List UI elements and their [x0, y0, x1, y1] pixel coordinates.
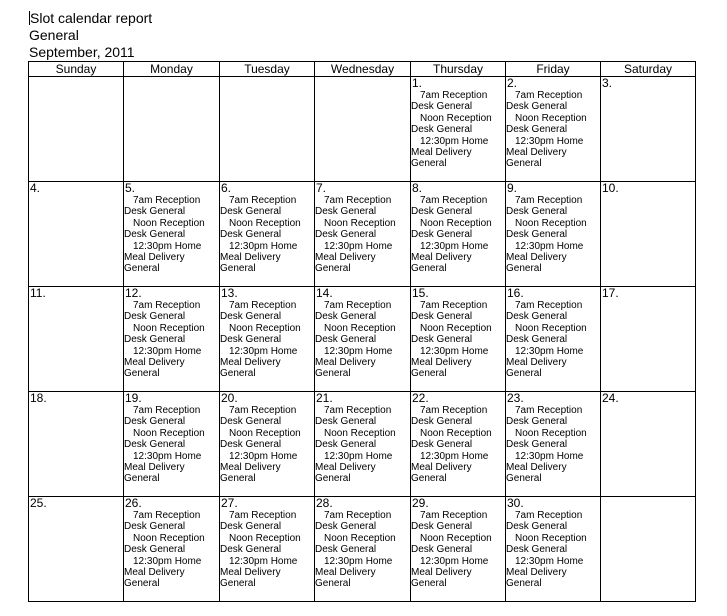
- day-number: 21.: [316, 391, 333, 405]
- day-number: 15.: [412, 286, 429, 300]
- day-number: 9.: [507, 181, 518, 195]
- slot-line: General: [220, 368, 256, 380]
- calendar-day-cell: [315, 497, 411, 602]
- slot-line: Noon Reception: [133, 217, 205, 229]
- slot-line: Meal Delivery: [124, 357, 185, 369]
- calendar-day-cell: [29, 182, 124, 287]
- slot-line: General: [411, 473, 447, 485]
- slot-line: Meal Delivery: [506, 567, 567, 579]
- calendar-day-cell: [601, 287, 696, 392]
- slot-line: 7am Reception: [515, 195, 583, 206]
- slot-line: 7am Reception: [420, 510, 488, 521]
- slot-line: Desk General: [124, 206, 186, 218]
- calendar-day-cell: [29, 392, 124, 497]
- slot-line: 12:30pm Home: [515, 240, 584, 252]
- slot-line: General: [124, 263, 160, 275]
- slot-line: Noon Reception: [229, 322, 301, 334]
- slot-line: 12:30pm Home: [515, 555, 584, 567]
- day-number: 13.: [221, 286, 238, 300]
- slot-line: Desk General: [506, 229, 568, 241]
- slot-line: Meal Delivery: [315, 462, 376, 474]
- calendar-day-cell: [220, 287, 315, 392]
- weekday-saturday: Saturday: [601, 62, 696, 77]
- slot-line: Desk General: [124, 311, 186, 323]
- slot-line: General: [315, 473, 351, 485]
- slot-line: Noon Reception: [133, 532, 205, 544]
- slot-line: Noon Reception: [324, 427, 396, 439]
- calendar-day-cell: [411, 287, 506, 392]
- slot-line: Desk General: [506, 544, 568, 556]
- slot-line: Meal Delivery: [411, 567, 472, 579]
- calendar-day-cell: [124, 77, 220, 182]
- calendar-day-cell: [411, 77, 506, 182]
- slot-line: Meal Delivery: [506, 147, 567, 159]
- slot-line: Desk General: [411, 544, 473, 556]
- slot-line: Noon Reception: [324, 532, 396, 544]
- slot-line: 7am Reception: [515, 405, 583, 416]
- slot-line: 12:30pm Home: [324, 555, 393, 567]
- slot-line: Desk General: [411, 311, 473, 323]
- slot-line: Desk General: [506, 416, 568, 428]
- calendar-day-cell: [601, 77, 696, 182]
- calendar-day-cell: [29, 287, 124, 392]
- slot-line: 12:30pm Home: [324, 345, 393, 357]
- calendar-day-cell: [506, 77, 601, 182]
- report-header: [29, 10, 152, 61]
- slot-line: 12:30pm Home: [229, 240, 298, 252]
- calendar-day-cell: [315, 392, 411, 497]
- day-number: 2.: [507, 76, 518, 90]
- calendar-day-cell: [124, 497, 220, 602]
- calendar-day-cell: [315, 182, 411, 287]
- slot-line: Desk General: [506, 124, 568, 136]
- weekday-thursday: Thursday: [411, 62, 506, 77]
- slot-line: General: [506, 368, 542, 380]
- day-number: 28.: [316, 496, 333, 510]
- calendar-day-cell: [411, 392, 506, 497]
- slot-line: 7am Reception: [420, 195, 488, 206]
- slot-line: Desk General: [220, 311, 282, 323]
- day-number: 4.: [30, 181, 41, 195]
- report-month: September, 2011: [29, 44, 135, 60]
- calendar-day-cell: [506, 287, 601, 392]
- slot-line: Desk General: [124, 439, 186, 451]
- day-number: 16.: [507, 286, 524, 300]
- slot-line: General: [411, 263, 447, 275]
- slot-line: Desk General: [411, 439, 473, 451]
- calendar-day-cell: [315, 77, 411, 182]
- slot-line: 7am Reception: [133, 510, 201, 521]
- slot-line: 7am Reception: [420, 90, 488, 101]
- slot-line: Noon Reception: [420, 112, 492, 124]
- slot-line: Meal Delivery: [506, 462, 567, 474]
- calendar-day-cell: [601, 497, 696, 602]
- slot-line: 7am Reception: [324, 510, 392, 521]
- slot-line: Desk General: [411, 206, 473, 218]
- calendar-day-cell: [29, 77, 124, 182]
- slot-line: Meal Delivery: [315, 357, 376, 369]
- slot-line: 7am Reception: [324, 300, 392, 311]
- calendar-day-cell: [220, 77, 315, 182]
- slot-line: Desk General: [506, 206, 568, 218]
- calendar-day-cell: [124, 182, 220, 287]
- slot-line: 12:30pm Home: [515, 345, 584, 357]
- slot-line: Desk General: [220, 334, 282, 346]
- calendar-day-cell: [506, 497, 601, 602]
- slot-line: Noon Reception: [229, 217, 301, 229]
- slot-line: Desk General: [506, 521, 568, 533]
- slot-line: 7am Reception: [229, 405, 297, 416]
- slot-line: Desk General: [124, 544, 186, 556]
- slot-line: General: [506, 263, 542, 275]
- slot-line: Desk General: [411, 521, 473, 533]
- calendar-body: [29, 77, 696, 602]
- slot-line: General: [124, 368, 160, 380]
- slot-line: Desk General: [124, 334, 186, 346]
- weekday-tuesday: Tuesday: [220, 62, 315, 77]
- weekday-sunday: Sunday: [29, 62, 124, 77]
- calendar-grid: [28, 61, 696, 602]
- weekday-friday: Friday: [506, 62, 601, 77]
- slot-line: Desk General: [124, 416, 186, 428]
- slot-line: Desk General: [220, 439, 282, 451]
- slot-line: General: [220, 578, 256, 590]
- slot-line: Meal Delivery: [220, 462, 281, 474]
- slot-line: Meal Delivery: [411, 357, 472, 369]
- slot-line: 7am Reception: [324, 405, 392, 416]
- report-group: General: [29, 27, 79, 43]
- calendar-day-cell: [601, 392, 696, 497]
- slot-line: 7am Reception: [515, 90, 583, 101]
- calendar-week-row: [29, 182, 696, 287]
- slot-line: General: [506, 578, 542, 590]
- slot-line: General: [411, 368, 447, 380]
- slot-line: Meal Delivery: [411, 462, 472, 474]
- slot-line: Desk General: [315, 229, 377, 241]
- calendar-week-row: [29, 287, 696, 392]
- day-number: 8.: [412, 181, 423, 195]
- day-number: 6.: [221, 181, 232, 195]
- slot-line: Noon Reception: [324, 322, 396, 334]
- slot-line: Meal Delivery: [220, 567, 281, 579]
- slot-line: 7am Reception: [133, 405, 201, 416]
- slot-line: Desk General: [506, 101, 568, 113]
- slot-line: Noon Reception: [420, 217, 492, 229]
- slot-line: General: [220, 473, 256, 485]
- slot-line: Noon Reception: [515, 112, 587, 124]
- slot-line: 12:30pm Home: [133, 555, 202, 567]
- weekday-wednesday: Wednesday: [315, 62, 411, 77]
- slot-line: Desk General: [220, 206, 282, 218]
- slot-line: 12:30pm Home: [324, 450, 393, 462]
- slot-line: Noon Reception: [229, 427, 301, 439]
- day-number: 26.: [125, 496, 142, 510]
- day-number: 14.: [316, 286, 333, 300]
- slot-line: Meal Delivery: [124, 567, 185, 579]
- day-number: 23.: [507, 391, 524, 405]
- slot-line: Desk General: [411, 101, 473, 113]
- slot-line: 12:30pm Home: [420, 450, 489, 462]
- calendar-day-cell: [29, 497, 124, 602]
- day-number: 5.: [125, 181, 136, 195]
- calendar-day-cell: [601, 182, 696, 287]
- slot-line: Desk General: [124, 229, 186, 241]
- day-number: 27.: [221, 496, 238, 510]
- slot-line: General: [124, 578, 160, 590]
- slot-line: Meal Delivery: [220, 252, 281, 264]
- slot-line: Meal Delivery: [411, 252, 472, 264]
- slot-line: 12:30pm Home: [229, 450, 298, 462]
- slot-line: Noon Reception: [515, 427, 587, 439]
- slot-line: Desk General: [506, 334, 568, 346]
- calendar-day-cell: [411, 497, 506, 602]
- slot-line: 7am Reception: [133, 195, 201, 206]
- slot-line: Desk General: [315, 206, 377, 218]
- slot-line: 12:30pm Home: [133, 240, 202, 252]
- slot-line: 12:30pm Home: [324, 240, 393, 252]
- slot-line: General: [411, 578, 447, 590]
- slot-line: Meal Delivery: [315, 567, 376, 579]
- slot-line: Desk General: [315, 521, 377, 533]
- slot-line: Desk General: [220, 229, 282, 241]
- calendar-day-cell: [220, 392, 315, 497]
- report-title-text: Slot calendar report: [30, 10, 153, 26]
- slot-line: Meal Delivery: [124, 462, 185, 474]
- slot-line: 12:30pm Home: [133, 345, 202, 357]
- slot-line: 7am Reception: [515, 510, 583, 521]
- day-number: 18.: [30, 391, 47, 405]
- slot-line: 12:30pm Home: [515, 135, 584, 147]
- slot-line: Desk General: [220, 544, 282, 556]
- slot-line: 12:30pm Home: [515, 450, 584, 462]
- slot-line: 7am Reception: [420, 300, 488, 311]
- slot-line: General: [315, 578, 351, 590]
- calendar-day-cell: [220, 497, 315, 602]
- slot-line: Desk General: [220, 521, 282, 533]
- slot-line: Desk General: [411, 124, 473, 136]
- day-number: 24.: [602, 391, 619, 405]
- slot-line: General: [315, 368, 351, 380]
- day-number: 7.: [316, 181, 327, 195]
- slot-line: 12:30pm Home: [420, 345, 489, 357]
- calendar-day-cell: [506, 392, 601, 497]
- slot-line: 12:30pm Home: [420, 135, 489, 147]
- day-number: 3.: [602, 76, 613, 90]
- slot-line: Desk General: [220, 416, 282, 428]
- slot-line: Desk General: [411, 229, 473, 241]
- slot-line: Desk General: [315, 334, 377, 346]
- slot-line: 7am Reception: [420, 405, 488, 416]
- slot-line: Desk General: [124, 521, 186, 533]
- day-number: 20.: [221, 391, 238, 405]
- slot-line: 7am Reception: [229, 300, 297, 311]
- slot-line: General: [506, 473, 542, 485]
- calendar-day-cell: [315, 287, 411, 392]
- slot-line: Desk General: [315, 416, 377, 428]
- slot-line: 12:30pm Home: [420, 555, 489, 567]
- slot-line: Noon Reception: [324, 217, 396, 229]
- slot-line: Desk General: [315, 544, 377, 556]
- calendar-week-row: [29, 497, 696, 602]
- slot-line: Noon Reception: [515, 217, 587, 229]
- calendar-week-row: [29, 392, 696, 497]
- slot-line: 7am Reception: [133, 300, 201, 311]
- slot-line: General: [411, 158, 447, 170]
- slot-line: Noon Reception: [515, 322, 587, 334]
- day-number: 30.: [507, 496, 524, 510]
- calendar-day-cell: [124, 287, 220, 392]
- slot-line: Meal Delivery: [220, 357, 281, 369]
- slot-line: Noon Reception: [420, 427, 492, 439]
- slot-line: Desk General: [411, 334, 473, 346]
- slot-line: Desk General: [315, 311, 377, 323]
- calendar-day-cell: [220, 182, 315, 287]
- weekday-header-row: [29, 62, 696, 77]
- weekday-monday: Monday: [124, 62, 220, 77]
- slot-line: 7am Reception: [229, 195, 297, 206]
- day-number: 29.: [412, 496, 429, 510]
- slot-line: Desk General: [506, 311, 568, 323]
- report-title: [29, 10, 152, 27]
- day-number: 19.: [125, 391, 142, 405]
- day-number: 25.: [30, 496, 47, 510]
- day-number: 22.: [412, 391, 429, 405]
- slot-line: General: [506, 158, 542, 170]
- slot-line: Meal Delivery: [124, 252, 185, 264]
- day-number: 1.: [412, 76, 423, 90]
- slot-line: Noon Reception: [515, 532, 587, 544]
- day-number: 17.: [602, 286, 619, 300]
- slot-line: Meal Delivery: [506, 252, 567, 264]
- slot-line: 7am Reception: [515, 300, 583, 311]
- slot-line: 12:30pm Home: [229, 345, 298, 357]
- slot-line: 12:30pm Home: [133, 450, 202, 462]
- slot-line: 7am Reception: [324, 195, 392, 206]
- slot-line: Desk General: [506, 439, 568, 451]
- slot-line: Meal Delivery: [411, 147, 472, 159]
- slot-line: Noon Reception: [229, 532, 301, 544]
- slot-line: 7am Reception: [229, 510, 297, 521]
- slot-line: Noon Reception: [420, 322, 492, 334]
- slot-line: Noon Reception: [420, 532, 492, 544]
- slot-line: General: [315, 263, 351, 275]
- slot-line: Meal Delivery: [506, 357, 567, 369]
- slot-line: General: [220, 263, 256, 275]
- calendar-day-cell: [411, 182, 506, 287]
- slot-line: Desk General: [411, 416, 473, 428]
- calendar-week-row: [29, 77, 696, 182]
- calendar-day-cell: [506, 182, 601, 287]
- slot-line: Noon Reception: [133, 427, 205, 439]
- slot-line: General: [124, 473, 160, 485]
- slot-line: Desk General: [315, 439, 377, 451]
- slot-line: Noon Reception: [133, 322, 205, 334]
- day-number: 11.: [30, 286, 46, 300]
- slot-line: Meal Delivery: [315, 252, 376, 264]
- slot-line: 12:30pm Home: [420, 240, 489, 252]
- calendar-day-cell: [124, 392, 220, 497]
- day-number: 12.: [125, 286, 142, 300]
- day-number: 10.: [602, 181, 619, 195]
- slot-line: 12:30pm Home: [229, 555, 298, 567]
